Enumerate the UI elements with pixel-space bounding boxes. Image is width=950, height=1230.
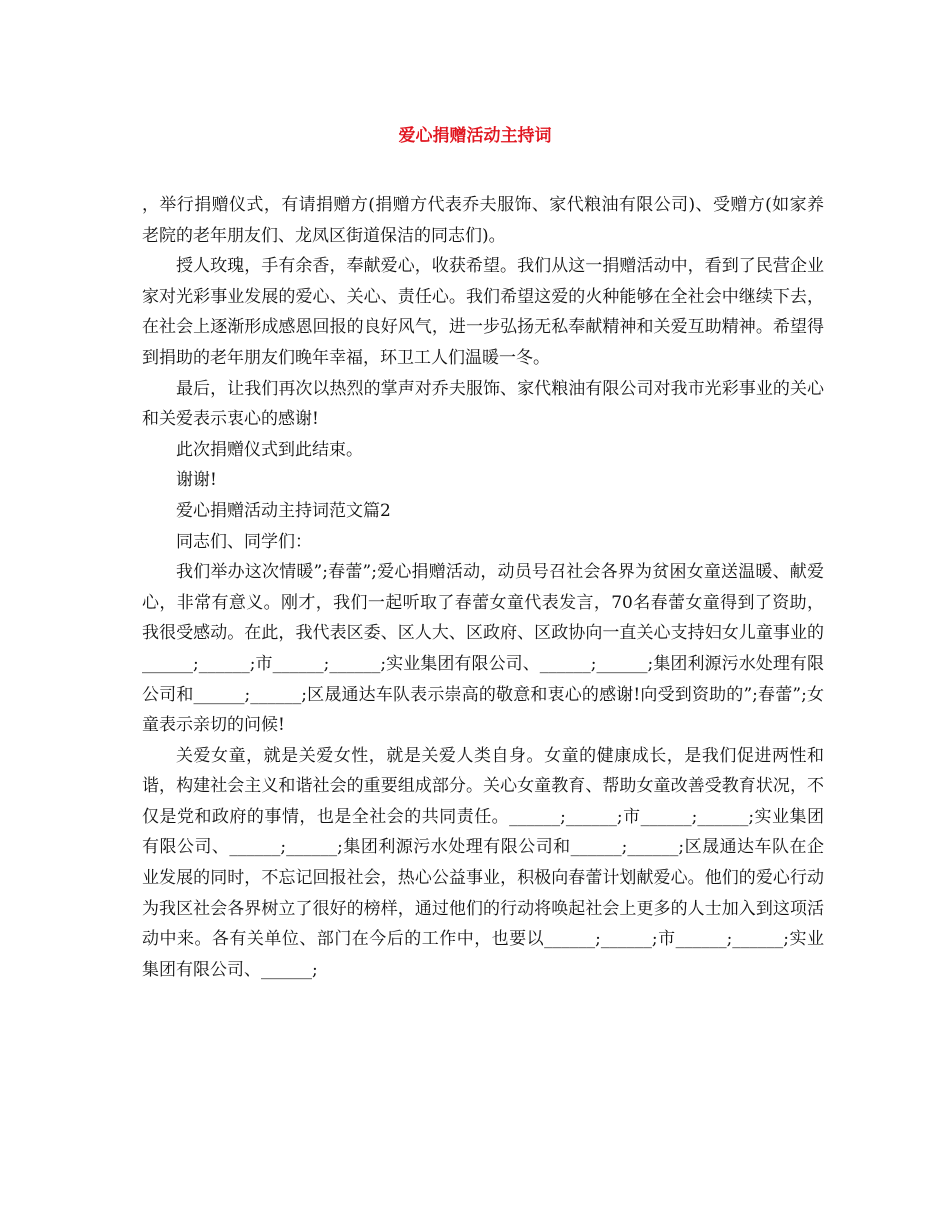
paragraph-event: 我们举办这次情暖”;春蕾”;爱心捐赠活动，动员号召社会各界为贫困女童送温暖、献爱心，非常有意义。刚才，我们一起听取了春蕾女童代表发言，70名春蕾女童得到了资助，我很受感动。在此，我代表区委、区人大、区政府、区政协向一直关心支持妇女儿童事业的______;______;市______;______;实业集团有限公司、______;______;集团利源污水处理有限公司和______;______;区晟通达车队表示崇高的敬意和衷心的感谢!向受到资助的”;春蕾”;女童表示亲切的问候! <box>142 562 824 736</box>
document-title: 爱心捐赠活动主持词 <box>398 126 552 146</box>
document-body <box>142 190 824 985</box>
paragraph-thanks: 最后，让我们再次以热烈的掌声对乔夫服饰、家代粮油有限公司对我市光彩事业的关心和关爱表示衷心的感谢! <box>142 378 824 430</box>
paragraph-roses: 授人玫瑰，手有余香，奉献爱心，收获希望。我们从这一捐赠活动中，看到了民营企业家对光彩事业发展的爱心、关心、责任心。我们希望这爱的火种能够在全社会中继续下去，在社会上逐渐形成感恩回报的良好风气，进一步弘扬无私奉献精神和关爱互助精神。希望得到捐助的老年朋友们晚年幸福，环卫工人们温暖一冬。 <box>142 256 824 368</box>
paragraph-ceremony-intro: ，举行捐赠仪式，有请捐赠方(捐赠方代表乔夫服饰、家代粮油有限公司)、受赠方(如家养老院的老年朋友们、龙凤区街道保洁的同志们)。 <box>142 195 824 246</box>
section-heading: 爱心捐赠活动主持词范文篇2 <box>176 500 391 521</box>
paragraph-thank-you: 谢谢! <box>176 470 217 491</box>
paragraph-salutation: 同志们、同学们： <box>176 531 312 552</box>
paragraph-closing: 此次捐赠仪式到此结束。 <box>176 439 363 460</box>
paragraph-care-girls: 关爱女童，就是关爱女性，就是关爱人类自身。女童的健康成长，是我们促进两性和谐，构建社会主义和谐社会的重要组成部分。关心女童教育、帮助女童改善受教育状况，不仅是党和政府的事情，也是全社会的共同责任。______;______;市______;______;实业集团有限公司、______;______;集团利源污水处理有限公司和______;______;区晟通达车队在企业发展的同时，不忘记回报社会，热心公益事业，积极向春蕾计划献爱心。他们的爱心行动为我区社会各界树立了很好的榜样，通过他们的行动将唤起社会上更多的人士加入到这项活动中来。各有关单位、部门在今后的工作中，也要以______;______;市______;______;实业集团有限公司、______; <box>142 745 824 980</box>
